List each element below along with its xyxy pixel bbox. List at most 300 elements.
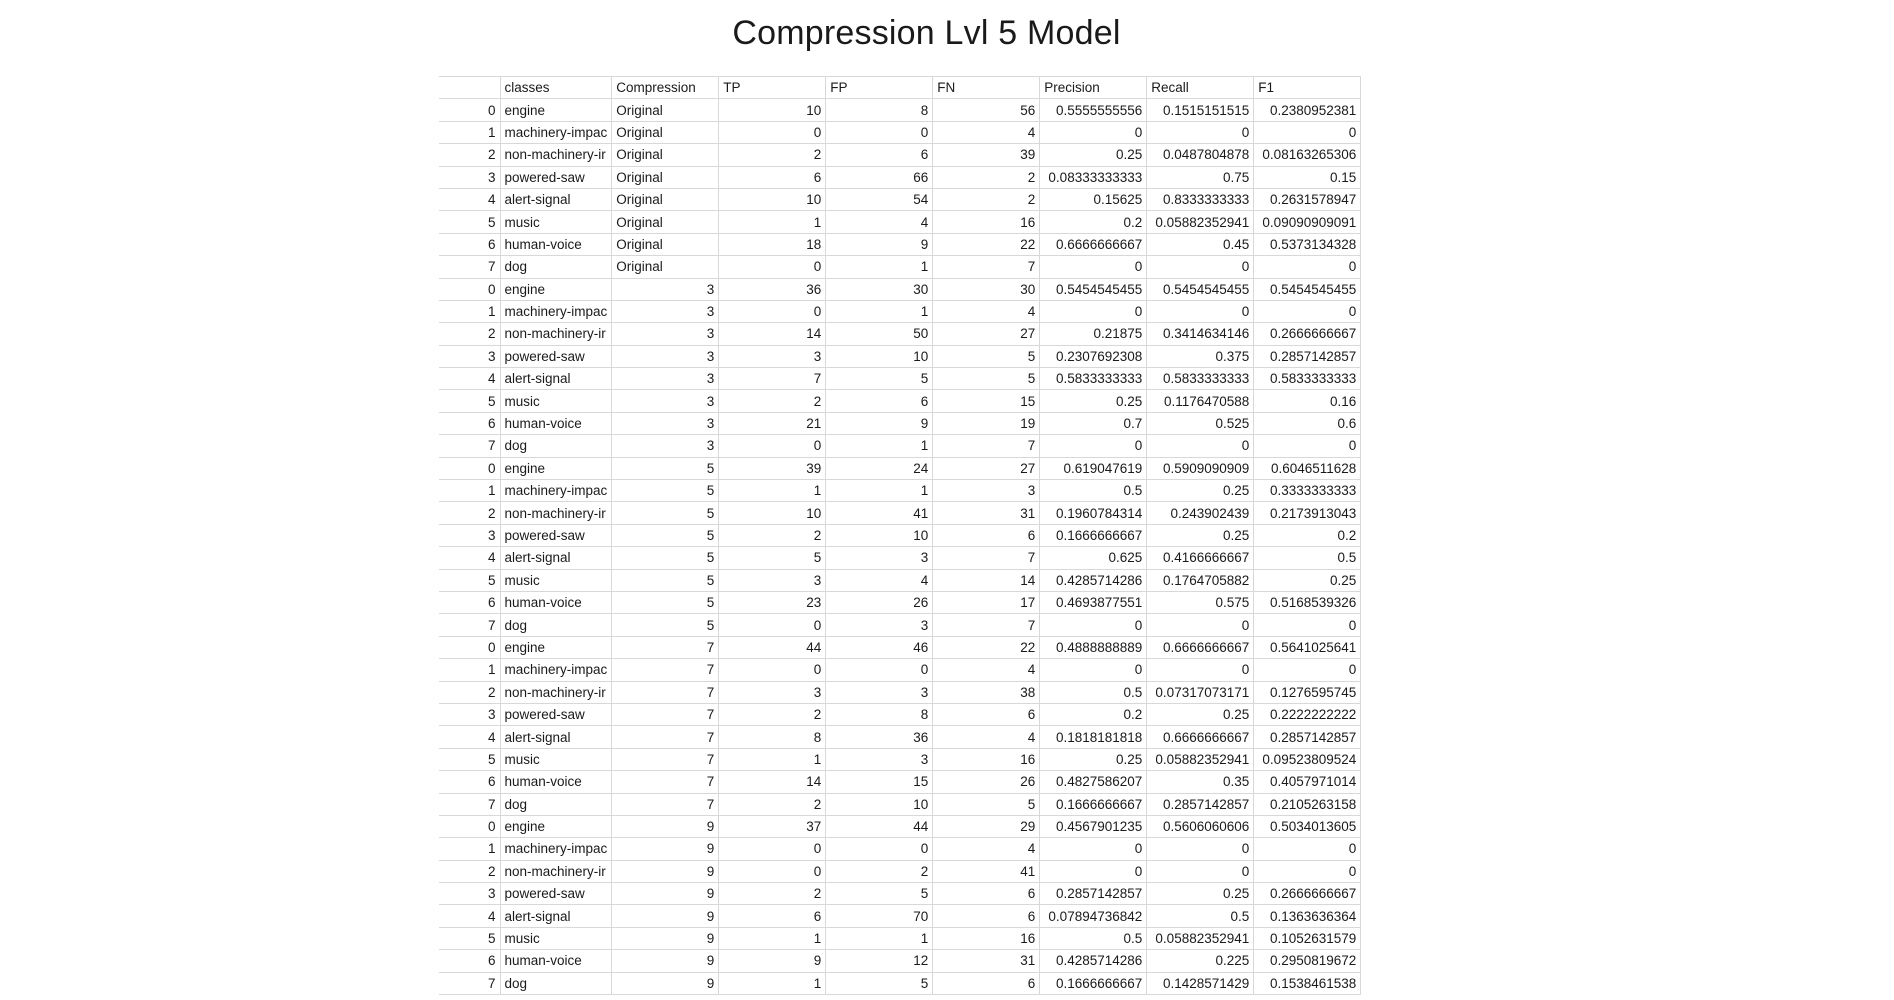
table-cell-index: 3 bbox=[439, 166, 500, 188]
table-cell-compression: Original bbox=[612, 256, 719, 278]
table-cell-index: 3 bbox=[439, 703, 500, 725]
table-cell-compression: 9 bbox=[612, 838, 719, 860]
table-row bbox=[439, 681, 1361, 703]
table-cell-tp: 0 bbox=[719, 256, 826, 278]
table-cell-recall: 0.05882352941 bbox=[1147, 211, 1254, 233]
table-cell-f1: 0 bbox=[1254, 838, 1361, 860]
table-cell-f1: 0.2222222222 bbox=[1254, 703, 1361, 725]
table-row bbox=[439, 323, 1361, 345]
table-cell-precision: 0 bbox=[1040, 300, 1147, 322]
table-cell-precision: 0.1960784314 bbox=[1040, 502, 1147, 524]
table-cell-fp: 5 bbox=[826, 368, 933, 390]
table-cell-fp: 3 bbox=[826, 681, 933, 703]
table-row bbox=[439, 166, 1361, 188]
column-header-tp: TP bbox=[719, 77, 826, 99]
table-cell-recall: 0.1428571429 bbox=[1147, 972, 1254, 994]
table-cell-fp: 44 bbox=[826, 815, 933, 837]
table-cell-f1: 0.15 bbox=[1254, 166, 1361, 188]
table-cell-compression: 3 bbox=[612, 368, 719, 390]
table-cell-fp: 8 bbox=[826, 99, 933, 121]
table-cell-recall: 0 bbox=[1147, 659, 1254, 681]
table-cell-fp: 0 bbox=[826, 121, 933, 143]
table-cell-fn: 17 bbox=[933, 591, 1040, 613]
table-cell-precision: 0.2857142857 bbox=[1040, 883, 1147, 905]
table-cell-f1: 0 bbox=[1254, 121, 1361, 143]
table-cell-tp: 14 bbox=[719, 771, 826, 793]
table-cell-precision: 0 bbox=[1040, 435, 1147, 457]
table-cell-recall: 0.1176470588 bbox=[1147, 390, 1254, 412]
table-cell-recall: 0.5454545455 bbox=[1147, 278, 1254, 300]
table-cell-compression: 3 bbox=[612, 323, 719, 345]
table-cell-recall: 0 bbox=[1147, 256, 1254, 278]
table-header-row bbox=[439, 77, 1361, 99]
table-cell-f1: 0.2666666667 bbox=[1254, 323, 1361, 345]
table-cell-fn: 4 bbox=[933, 838, 1040, 860]
table-cell-compression: 3 bbox=[612, 435, 719, 457]
table-cell-index: 4 bbox=[439, 905, 500, 927]
table-cell-recall: 0.35 bbox=[1147, 771, 1254, 793]
table-cell-classes: machinery-impac bbox=[500, 659, 612, 681]
table-cell-compression: 9 bbox=[612, 860, 719, 882]
table-cell-tp: 8 bbox=[719, 726, 826, 748]
table-cell-recall: 0.375 bbox=[1147, 345, 1254, 367]
table-cell-index: 1 bbox=[439, 300, 500, 322]
table-row bbox=[439, 547, 1361, 569]
table-cell-compression: 5 bbox=[612, 524, 719, 546]
table-cell-tp: 36 bbox=[719, 278, 826, 300]
table-row bbox=[439, 99, 1361, 121]
table-cell-precision: 0.5833333333 bbox=[1040, 368, 1147, 390]
table-cell-compression: 7 bbox=[612, 771, 719, 793]
table-row bbox=[439, 614, 1361, 636]
table-cell-classes: engine bbox=[500, 278, 612, 300]
table-cell-fp: 10 bbox=[826, 345, 933, 367]
table-cell-fn: 30 bbox=[933, 278, 1040, 300]
table-cell-tp: 1 bbox=[719, 748, 826, 770]
column-header-fn: FN bbox=[933, 77, 1040, 99]
table-cell-precision: 0.1666666667 bbox=[1040, 972, 1147, 994]
table-cell-recall: 0 bbox=[1147, 121, 1254, 143]
table-cell-tp: 5 bbox=[719, 547, 826, 569]
table-cell-classes: alert-signal bbox=[500, 905, 612, 927]
table-cell-f1: 0.1276595745 bbox=[1254, 681, 1361, 703]
table-cell-recall: 0.243902439 bbox=[1147, 502, 1254, 524]
table-row bbox=[439, 233, 1361, 255]
table-cell-index: 0 bbox=[439, 99, 500, 121]
table-cell-fn: 6 bbox=[933, 972, 1040, 994]
table-cell-classes: non-machinery-ir bbox=[500, 681, 612, 703]
table-cell-classes: music bbox=[500, 748, 612, 770]
table-cell-tp: 0 bbox=[719, 838, 826, 860]
column-header-recall: Recall bbox=[1147, 77, 1254, 99]
table-cell-f1: 0.2380952381 bbox=[1254, 99, 1361, 121]
table-cell-fp: 70 bbox=[826, 905, 933, 927]
table-cell-compression: Original bbox=[612, 233, 719, 255]
table-cell-recall: 0.3414634146 bbox=[1147, 323, 1254, 345]
table-cell-index: 5 bbox=[439, 748, 500, 770]
table-cell-index: 5 bbox=[439, 211, 500, 233]
table-cell-f1: 0.2173913043 bbox=[1254, 502, 1361, 524]
table-row bbox=[439, 144, 1361, 166]
table-cell-compression: 7 bbox=[612, 681, 719, 703]
table-cell-recall: 0.8333333333 bbox=[1147, 188, 1254, 210]
table-cell-fp: 66 bbox=[826, 166, 933, 188]
table-cell-fn: 41 bbox=[933, 860, 1040, 882]
table-cell-classes: human-voice bbox=[500, 950, 612, 972]
table-row bbox=[439, 771, 1361, 793]
table-cell-classes: powered-saw bbox=[500, 166, 612, 188]
table-cell-tp: 10 bbox=[719, 502, 826, 524]
table-cell-tp: 6 bbox=[719, 166, 826, 188]
table-cell-compression: Original bbox=[612, 121, 719, 143]
table-row bbox=[439, 457, 1361, 479]
table-cell-index: 0 bbox=[439, 457, 500, 479]
table-cell-precision: 0.07894736842 bbox=[1040, 905, 1147, 927]
table-cell-recall: 0 bbox=[1147, 860, 1254, 882]
table-cell-classes: powered-saw bbox=[500, 703, 612, 725]
table-cell-recall: 0.1515151515 bbox=[1147, 99, 1254, 121]
table-cell-compression: Original bbox=[612, 144, 719, 166]
table-cell-classes: dog bbox=[500, 435, 612, 457]
table-row bbox=[439, 883, 1361, 905]
table-cell-fp: 1 bbox=[826, 927, 933, 949]
table-cell-fp: 41 bbox=[826, 502, 933, 524]
table-cell-classes: engine bbox=[500, 457, 612, 479]
table-cell-f1: 0.1363636364 bbox=[1254, 905, 1361, 927]
table-cell-fp: 36 bbox=[826, 726, 933, 748]
table-cell-precision: 0.4285714286 bbox=[1040, 950, 1147, 972]
table-cell-fn: 5 bbox=[933, 368, 1040, 390]
table-cell-f1: 0.6046511628 bbox=[1254, 457, 1361, 479]
table-cell-precision: 0.4567901235 bbox=[1040, 815, 1147, 837]
table-row bbox=[439, 211, 1361, 233]
table-cell-tp: 37 bbox=[719, 815, 826, 837]
table-cell-compression: 3 bbox=[612, 390, 719, 412]
table-body bbox=[439, 99, 1361, 995]
table-cell-compression: 9 bbox=[612, 950, 719, 972]
table-cell-fp: 5 bbox=[826, 883, 933, 905]
table-cell-compression: 9 bbox=[612, 905, 719, 927]
table-cell-precision: 0.5454545455 bbox=[1040, 278, 1147, 300]
table-cell-fn: 4 bbox=[933, 726, 1040, 748]
table-cell-compression: 9 bbox=[612, 972, 719, 994]
table-cell-precision: 0 bbox=[1040, 838, 1147, 860]
table-cell-fn: 7 bbox=[933, 435, 1040, 457]
table-cell-precision: 0.2 bbox=[1040, 703, 1147, 725]
table-cell-recall: 0.25 bbox=[1147, 883, 1254, 905]
table-cell-fp: 10 bbox=[826, 793, 933, 815]
table-cell-compression: 3 bbox=[612, 300, 719, 322]
table-cell-tp: 0 bbox=[719, 659, 826, 681]
table-cell-tp: 10 bbox=[719, 188, 826, 210]
table-cell-f1: 0.09090909091 bbox=[1254, 211, 1361, 233]
table-cell-tp: 14 bbox=[719, 323, 826, 345]
table-cell-classes: music bbox=[500, 927, 612, 949]
table-cell-index: 4 bbox=[439, 188, 500, 210]
table-cell-compression: Original bbox=[612, 211, 719, 233]
table-cell-fn: 39 bbox=[933, 144, 1040, 166]
table-cell-f1: 0 bbox=[1254, 435, 1361, 457]
table-cell-recall: 0.225 bbox=[1147, 950, 1254, 972]
table-row bbox=[439, 905, 1361, 927]
table-cell-tp: 0 bbox=[719, 121, 826, 143]
table-cell-f1: 0.2857142857 bbox=[1254, 726, 1361, 748]
table-cell-fn: 5 bbox=[933, 793, 1040, 815]
table-cell-index: 6 bbox=[439, 950, 500, 972]
table-cell-fp: 26 bbox=[826, 591, 933, 613]
table-cell-precision: 0.625 bbox=[1040, 547, 1147, 569]
table-row bbox=[439, 524, 1361, 546]
table-cell-index: 4 bbox=[439, 726, 500, 748]
table-cell-classes: powered-saw bbox=[500, 883, 612, 905]
table-cell-recall: 0.6666666667 bbox=[1147, 636, 1254, 658]
table-cell-f1: 0 bbox=[1254, 860, 1361, 882]
table-cell-precision: 0 bbox=[1040, 121, 1147, 143]
table-cell-fp: 30 bbox=[826, 278, 933, 300]
table-cell-fp: 24 bbox=[826, 457, 933, 479]
table-cell-fn: 4 bbox=[933, 659, 1040, 681]
table-cell-fn: 14 bbox=[933, 569, 1040, 591]
table-cell-classes: dog bbox=[500, 614, 612, 636]
table-cell-f1: 0.6 bbox=[1254, 412, 1361, 434]
table-cell-precision: 0.25 bbox=[1040, 144, 1147, 166]
table-row bbox=[439, 412, 1361, 434]
table-cell-fp: 6 bbox=[826, 144, 933, 166]
table-cell-f1: 0 bbox=[1254, 256, 1361, 278]
table-row bbox=[439, 390, 1361, 412]
table-cell-index: 7 bbox=[439, 793, 500, 815]
table-cell-f1: 0.5 bbox=[1254, 547, 1361, 569]
table-cell-fn: 3 bbox=[933, 480, 1040, 502]
table-cell-compression: 7 bbox=[612, 636, 719, 658]
table-cell-fn: 31 bbox=[933, 950, 1040, 972]
table-cell-fn: 7 bbox=[933, 547, 1040, 569]
table-cell-precision: 0.21875 bbox=[1040, 323, 1147, 345]
table-cell-index: 7 bbox=[439, 614, 500, 636]
table-cell-index: 4 bbox=[439, 547, 500, 569]
table-cell-fp: 1 bbox=[826, 435, 933, 457]
table-cell-tp: 21 bbox=[719, 412, 826, 434]
table-cell-compression: Original bbox=[612, 166, 719, 188]
table-cell-fp: 0 bbox=[826, 659, 933, 681]
table-cell-classes: music bbox=[500, 211, 612, 233]
table-cell-f1: 0.2 bbox=[1254, 524, 1361, 546]
table-cell-fn: 2 bbox=[933, 188, 1040, 210]
table-cell-index: 1 bbox=[439, 121, 500, 143]
table-cell-tp: 3 bbox=[719, 569, 826, 591]
table-cell-tp: 2 bbox=[719, 793, 826, 815]
table-cell-recall: 0.5606060606 bbox=[1147, 815, 1254, 837]
table-cell-fp: 3 bbox=[826, 748, 933, 770]
table-cell-recall: 0.2857142857 bbox=[1147, 793, 1254, 815]
table-row bbox=[439, 950, 1361, 972]
table-cell-recall: 0.575 bbox=[1147, 591, 1254, 613]
table-cell-classes: machinery-impac bbox=[500, 838, 612, 860]
table-cell-f1: 0.25 bbox=[1254, 569, 1361, 591]
table-cell-compression: 5 bbox=[612, 547, 719, 569]
table-cell-precision: 0.6666666667 bbox=[1040, 233, 1147, 255]
table-cell-compression: 3 bbox=[612, 345, 719, 367]
table-cell-f1: 0 bbox=[1254, 659, 1361, 681]
table-cell-index: 1 bbox=[439, 838, 500, 860]
table-cell-index: 6 bbox=[439, 412, 500, 434]
table-cell-classes: non-machinery-ir bbox=[500, 502, 612, 524]
table-cell-compression: Original bbox=[612, 99, 719, 121]
table-cell-f1: 0.2666666667 bbox=[1254, 883, 1361, 905]
table-row bbox=[439, 502, 1361, 524]
table-cell-precision: 0.4888888889 bbox=[1040, 636, 1147, 658]
table-cell-tp: 10 bbox=[719, 99, 826, 121]
table-cell-f1: 0.09523809524 bbox=[1254, 748, 1361, 770]
table-cell-recall: 0.25 bbox=[1147, 480, 1254, 502]
table-cell-fn: 56 bbox=[933, 99, 1040, 121]
table-row bbox=[439, 927, 1361, 949]
table-cell-recall: 0.5909090909 bbox=[1147, 457, 1254, 479]
table-cell-fp: 12 bbox=[826, 950, 933, 972]
table-cell-fn: 16 bbox=[933, 748, 1040, 770]
table-cell-f1: 0.5454545455 bbox=[1254, 278, 1361, 300]
table-row bbox=[439, 703, 1361, 725]
table-cell-f1: 0.2105263158 bbox=[1254, 793, 1361, 815]
table-cell-f1: 0.5641025641 bbox=[1254, 636, 1361, 658]
table-row bbox=[439, 726, 1361, 748]
table-row bbox=[439, 636, 1361, 658]
table-cell-classes: alert-signal bbox=[500, 188, 612, 210]
table-row bbox=[439, 659, 1361, 681]
table-cell-precision: 0 bbox=[1040, 860, 1147, 882]
table-cell-f1: 0.5373134328 bbox=[1254, 233, 1361, 255]
results-table bbox=[439, 76, 1361, 995]
table-cell-fn: 5 bbox=[933, 345, 1040, 367]
table-cell-recall: 0 bbox=[1147, 300, 1254, 322]
table-cell-index: 2 bbox=[439, 502, 500, 524]
table-cell-compression: 7 bbox=[612, 659, 719, 681]
table-cell-f1: 0.1052631579 bbox=[1254, 927, 1361, 949]
table-cell-precision: 0.1666666667 bbox=[1040, 793, 1147, 815]
table-cell-recall: 0.1764705882 bbox=[1147, 569, 1254, 591]
table-cell-precision: 0.2 bbox=[1040, 211, 1147, 233]
table-row bbox=[439, 188, 1361, 210]
table-cell-f1: 0.5034013605 bbox=[1254, 815, 1361, 837]
table-cell-fp: 4 bbox=[826, 569, 933, 591]
table-cell-fp: 8 bbox=[826, 703, 933, 725]
table-row bbox=[439, 300, 1361, 322]
table-cell-classes: powered-saw bbox=[500, 345, 612, 367]
table-cell-fn: 6 bbox=[933, 883, 1040, 905]
table-cell-index: 5 bbox=[439, 927, 500, 949]
table-cell-fn: 29 bbox=[933, 815, 1040, 837]
table-cell-classes: dog bbox=[500, 256, 612, 278]
table-cell-classes: machinery-impac bbox=[500, 121, 612, 143]
table-cell-recall: 0.4166666667 bbox=[1147, 547, 1254, 569]
table-cell-f1: 0.2950819672 bbox=[1254, 950, 1361, 972]
table-cell-precision: 0.1818181818 bbox=[1040, 726, 1147, 748]
table-cell-compression: 7 bbox=[612, 748, 719, 770]
table-cell-f1: 0.3333333333 bbox=[1254, 480, 1361, 502]
table-cell-f1: 0.4057971014 bbox=[1254, 771, 1361, 793]
table-cell-classes: dog bbox=[500, 793, 612, 815]
table-cell-classes: machinery-impac bbox=[500, 480, 612, 502]
table-cell-fn: 38 bbox=[933, 681, 1040, 703]
table-cell-tp: 18 bbox=[719, 233, 826, 255]
table-cell-precision: 0.25 bbox=[1040, 390, 1147, 412]
table-cell-compression: 7 bbox=[612, 726, 719, 748]
table-cell-fp: 0 bbox=[826, 838, 933, 860]
table-cell-fp: 9 bbox=[826, 233, 933, 255]
table-cell-tp: 0 bbox=[719, 435, 826, 457]
table-cell-index: 6 bbox=[439, 591, 500, 613]
table-cell-index: 2 bbox=[439, 323, 500, 345]
column-header-classes: classes bbox=[500, 77, 612, 99]
table-cell-classes: human-voice bbox=[500, 591, 612, 613]
table-cell-fn: 7 bbox=[933, 256, 1040, 278]
table-cell-classes: human-voice bbox=[500, 771, 612, 793]
table-cell-tp: 1 bbox=[719, 211, 826, 233]
table-row bbox=[439, 748, 1361, 770]
table-cell-fp: 15 bbox=[826, 771, 933, 793]
table-cell-precision: 0.1666666667 bbox=[1040, 524, 1147, 546]
table-cell-index: 2 bbox=[439, 144, 500, 166]
table-cell-index: 2 bbox=[439, 681, 500, 703]
table-cell-fn: 4 bbox=[933, 121, 1040, 143]
table-cell-classes: music bbox=[500, 569, 612, 591]
table-cell-recall: 0.75 bbox=[1147, 166, 1254, 188]
table-cell-compression: 5 bbox=[612, 502, 719, 524]
table-cell-tp: 44 bbox=[719, 636, 826, 658]
column-header-index bbox=[439, 77, 500, 99]
table-cell-precision: 0.5 bbox=[1040, 927, 1147, 949]
table-cell-compression: 9 bbox=[612, 815, 719, 837]
table-cell-fp: 46 bbox=[826, 636, 933, 658]
table-cell-classes: non-machinery-ir bbox=[500, 144, 612, 166]
table-cell-fn: 16 bbox=[933, 927, 1040, 949]
table-cell-tp: 1 bbox=[719, 972, 826, 994]
table-cell-classes: dog bbox=[500, 972, 612, 994]
table-cell-f1: 0.1538461538 bbox=[1254, 972, 1361, 994]
table-cell-index: 7 bbox=[439, 435, 500, 457]
table-cell-fn: 4 bbox=[933, 300, 1040, 322]
table-cell-f1: 0 bbox=[1254, 614, 1361, 636]
table-cell-precision: 0.4693877551 bbox=[1040, 591, 1147, 613]
table-cell-precision: 0.619047619 bbox=[1040, 457, 1147, 479]
table-cell-recall: 0.5 bbox=[1147, 905, 1254, 927]
table-cell-precision: 0.5555555556 bbox=[1040, 99, 1147, 121]
table-cell-index: 1 bbox=[439, 480, 500, 502]
table-cell-f1: 0 bbox=[1254, 300, 1361, 322]
table-cell-tp: 9 bbox=[719, 950, 826, 972]
table-cell-recall: 0.25 bbox=[1147, 703, 1254, 725]
table-cell-recall: 0.05882352941 bbox=[1147, 927, 1254, 949]
table-cell-index: 2 bbox=[439, 860, 500, 882]
table-cell-tp: 3 bbox=[719, 345, 826, 367]
table-cell-compression: 7 bbox=[612, 793, 719, 815]
table-cell-index: 5 bbox=[439, 569, 500, 591]
table-cell-precision: 0.08333333333 bbox=[1040, 166, 1147, 188]
table-row bbox=[439, 793, 1361, 815]
table-cell-compression: 9 bbox=[612, 927, 719, 949]
table-cell-classes: powered-saw bbox=[500, 524, 612, 546]
table-cell-fp: 10 bbox=[826, 524, 933, 546]
table-cell-compression: 3 bbox=[612, 412, 719, 434]
table-cell-recall: 0.6666666667 bbox=[1147, 726, 1254, 748]
table-cell-fn: 22 bbox=[933, 233, 1040, 255]
table-cell-index: 0 bbox=[439, 815, 500, 837]
table-cell-tp: 23 bbox=[719, 591, 826, 613]
table-cell-fn: 6 bbox=[933, 524, 1040, 546]
table-cell-classes: human-voice bbox=[500, 233, 612, 255]
table-cell-fp: 54 bbox=[826, 188, 933, 210]
table-cell-recall: 0.45 bbox=[1147, 233, 1254, 255]
